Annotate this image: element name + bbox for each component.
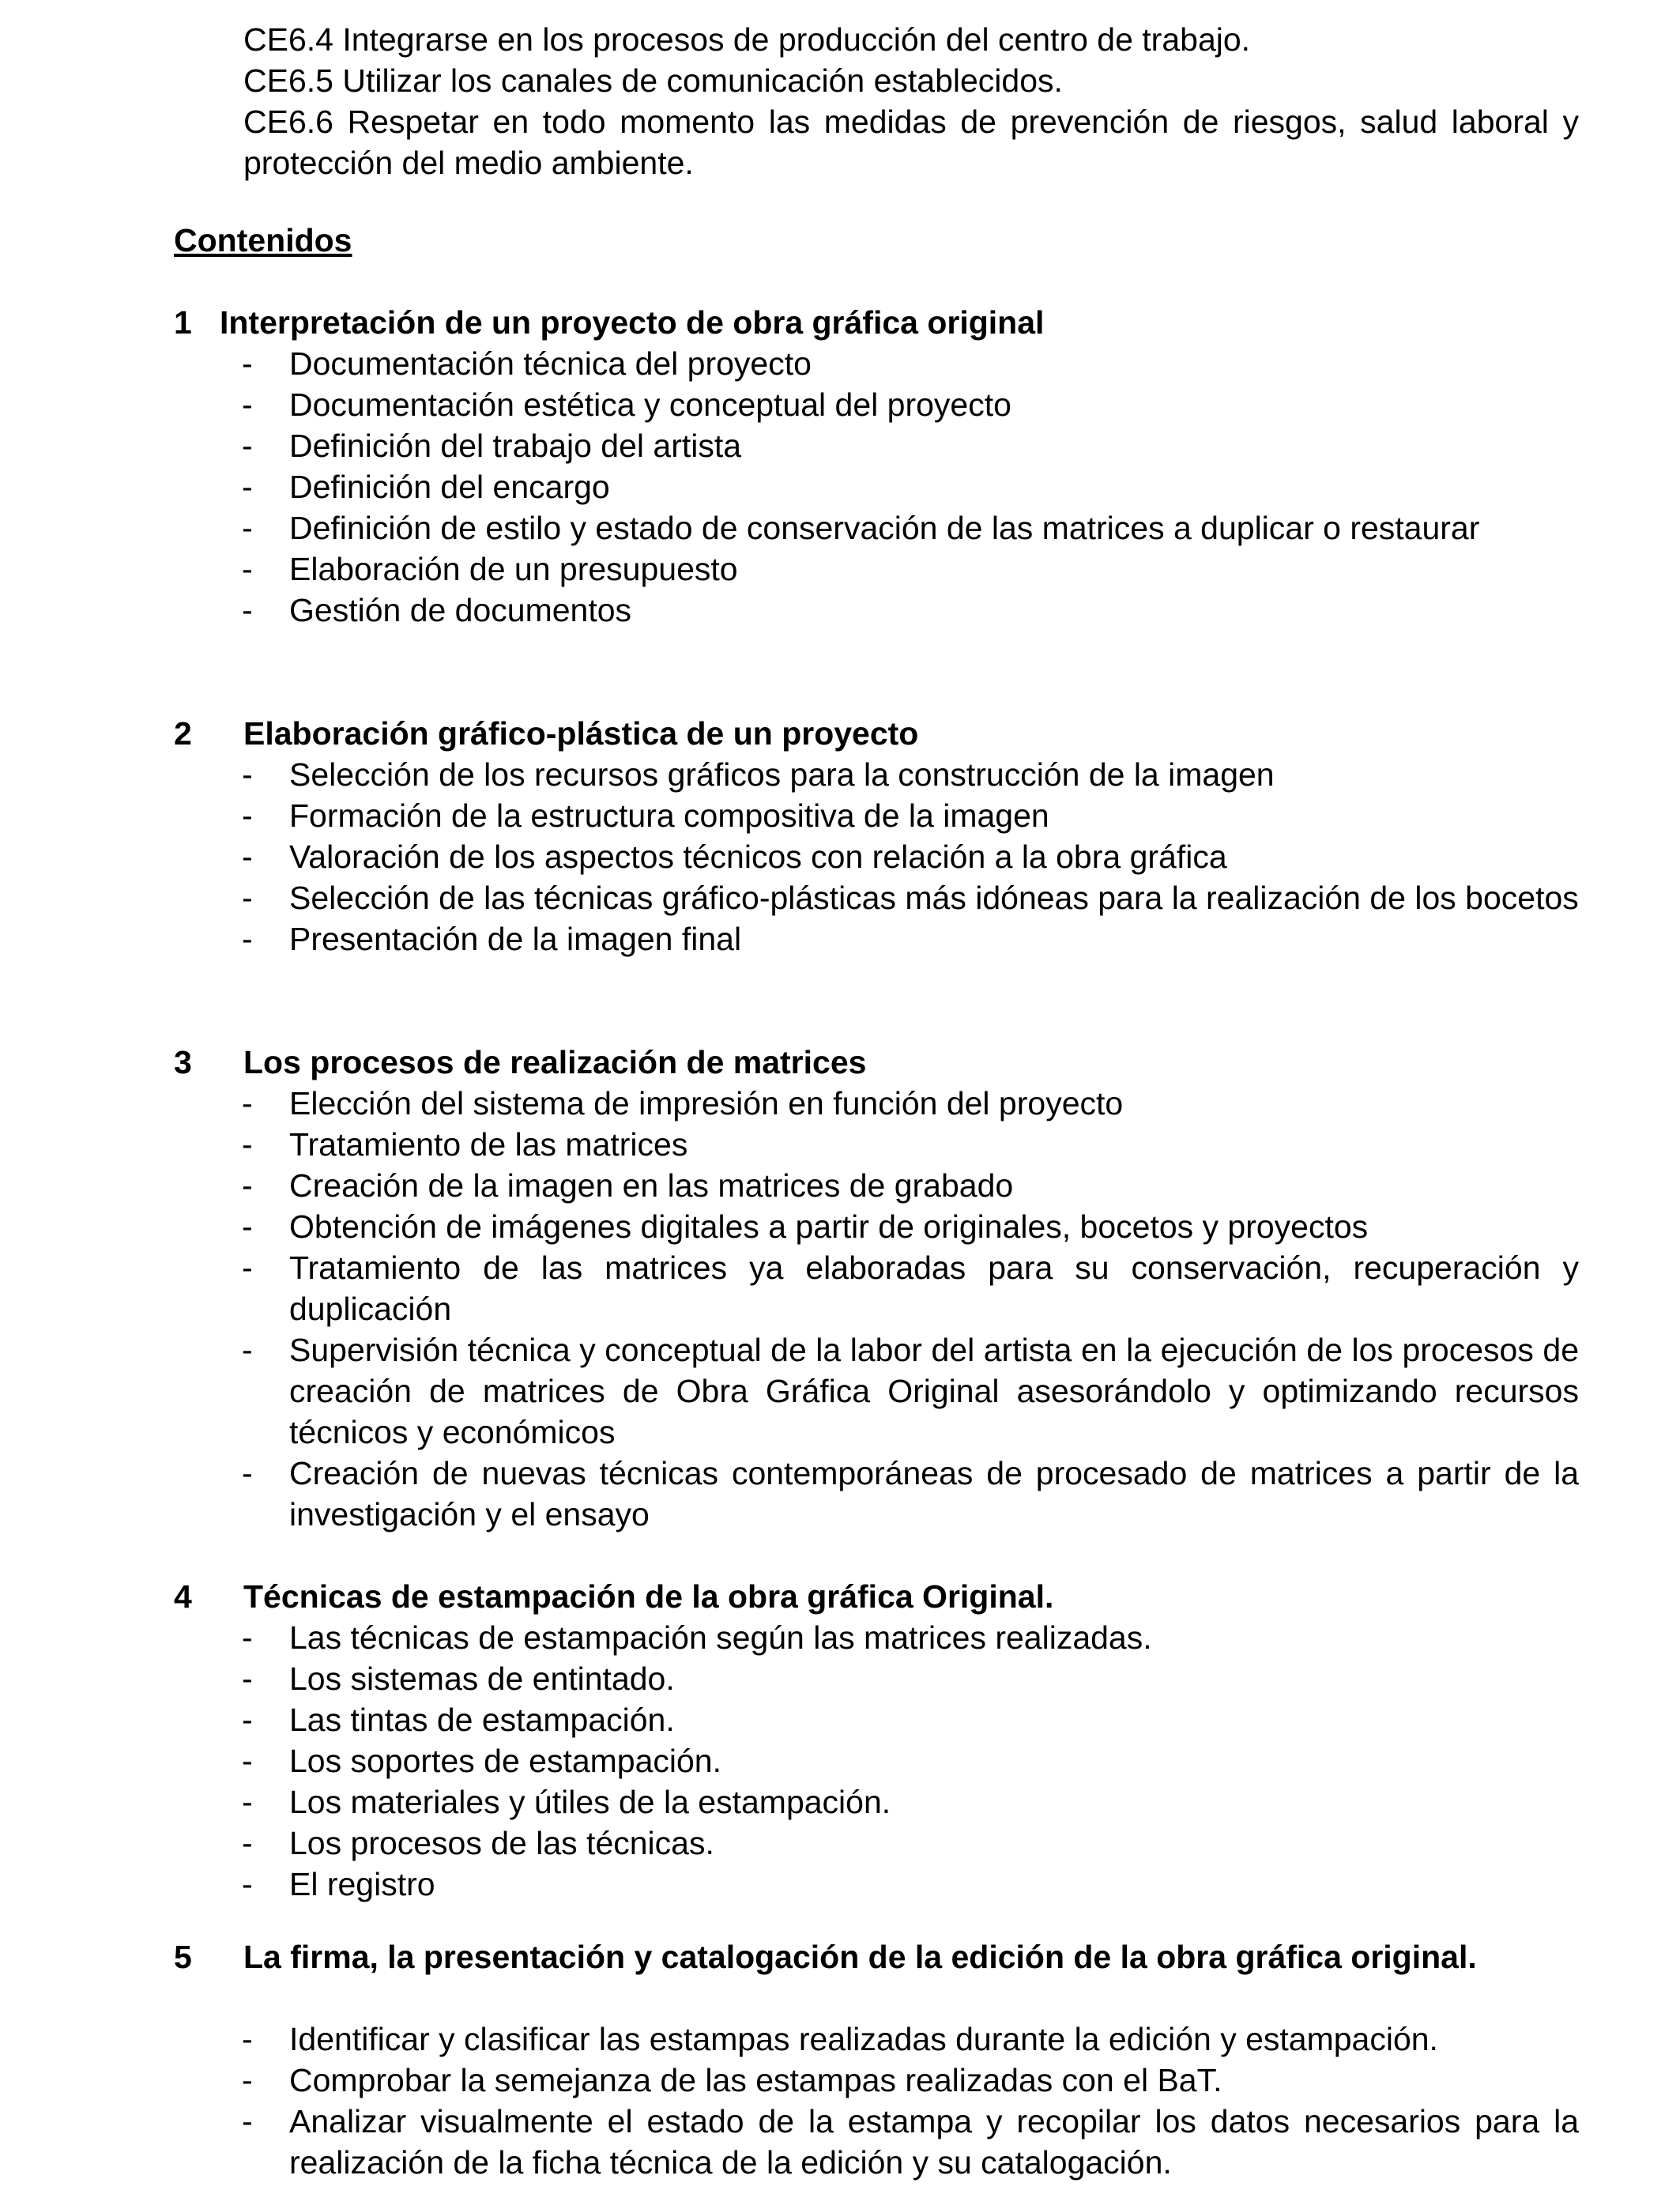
- section-3-items: [242, 1083, 1579, 1535]
- list-item: - Definición de estilo y estado de conservación de las matrices a duplicar o restaurar: [242, 510, 1480, 546]
- list-item: - Creación de la imagen en las matrices de grabado: [242, 1167, 1014, 1204]
- list-item: - Los materiales y útiles de la estampación.: [242, 1784, 891, 1820]
- list-item: - Elección del sistema de impresión en función del proyecto: [242, 1085, 1124, 1122]
- contents-heading: Contenidos: [174, 222, 352, 258]
- section-number: 2: [174, 715, 192, 752]
- list-item: - Documentación estética y conceptual del proyecto: [242, 386, 1011, 423]
- list-item: - Gestión de documentos: [242, 592, 632, 628]
- list-item: - Comprobar la semejanza de las estampas realizadas con el BaT.: [242, 2062, 1222, 2098]
- criterion-ce6-6: CE6.6 Respetar en todo momento las medidas de prevención de riesgos, salud laboral y protección del medio ambiente.: [243, 104, 1579, 181]
- section-title: Elaboración gráfico-plástica de un proyecto: [243, 715, 919, 752]
- list-item: - Tratamiento de las matrices ya elaboradas para su conservación, recuperación y duplicación: [242, 1250, 1579, 1327]
- list-item: - Definición del trabajo del artista: [242, 428, 742, 464]
- list-item: - Formación de la estructura compositiva de la imagen: [242, 797, 1049, 834]
- list-item: - Valoración de los aspectos técnicos con relación a la obra gráfica: [242, 839, 1227, 875]
- section-title: Interpretación de un proyecto de obra gráfica original: [220, 304, 1045, 341]
- list-item: - Selección de las técnicas gráfico-plásticas más idóneas para la realización de los bocetos: [242, 880, 1579, 916]
- list-item: - Obtención de imágenes digitales a partir de originales, bocetos y proyectos: [242, 1208, 1369, 1245]
- list-item: - El registro: [242, 1866, 435, 1902]
- section-1-items: [242, 343, 1579, 631]
- list-item: - Los soportes de estampación.: [242, 1743, 721, 1779]
- list-item: - Supervisión técnica y conceptual de la labor del artista en la ejecución de los procesos de creación de matrices de Obra Gráfica Original asesorándolo y optimizando recursos técnicos y económicos: [242, 1332, 1579, 1450]
- list-item: - Selección de los recursos gráficos para la construcción de la imagen: [242, 756, 1275, 793]
- section-number: 4: [174, 1578, 192, 1615]
- list-item: - Documentación técnica del proyecto: [242, 345, 812, 382]
- section-title: Técnicas de estampación de la obra gráfica Original.: [243, 1578, 1054, 1615]
- list-item: - Las tintas de estampación.: [242, 1702, 675, 1738]
- list-item: - Los procesos de las técnicas.: [242, 1825, 714, 1861]
- section-2-items: [242, 754, 1579, 959]
- criterion-ce6-5: CE6.5 Utilizar los canales de comunicación establecidos.: [243, 62, 1063, 99]
- list-item: - Los sistemas de entintado.: [242, 1661, 675, 1697]
- list-item: - Las técnicas de estampación según las matrices realizadas.: [242, 1619, 1152, 1656]
- section-title: Los procesos de realización de matrices: [243, 1044, 867, 1080]
- list-item: - Presentación de la imagen final: [242, 921, 742, 957]
- section-number: 3: [174, 1044, 192, 1080]
- criterion-ce6-4: CE6.4 Integrarse en los procesos de producción del centro de trabajo.: [243, 21, 1251, 58]
- list-item: - Creación de nuevas técnicas contemporáneas de procesado de matrices a partir de la investigación y el ensayo: [242, 1455, 1579, 1532]
- section-5-items: [242, 2019, 1579, 2183]
- list-item: - Definición del encargo: [242, 469, 610, 505]
- section-number: 5: [174, 1939, 192, 1975]
- section-title: La firma, la presentación y catalogación de la edición de la obra gráfica original.: [243, 1939, 1477, 1975]
- section-4-items: [242, 1617, 1579, 1905]
- list-item: - Tratamiento de las matrices: [242, 1126, 688, 1163]
- list-item: - Elaboración de un presupuesto: [242, 551, 738, 587]
- section-number: 1: [174, 304, 192, 341]
- list-item: - Identificar y clasificar las estampas realizadas durante la edición y estampación.: [242, 2021, 1438, 2057]
- list-item: - Analizar visualmente el estado de la estampa y recopilar los datos necesarios para la realización de la ficha técnica de la edición y su catalogación.: [242, 2103, 1579, 2181]
